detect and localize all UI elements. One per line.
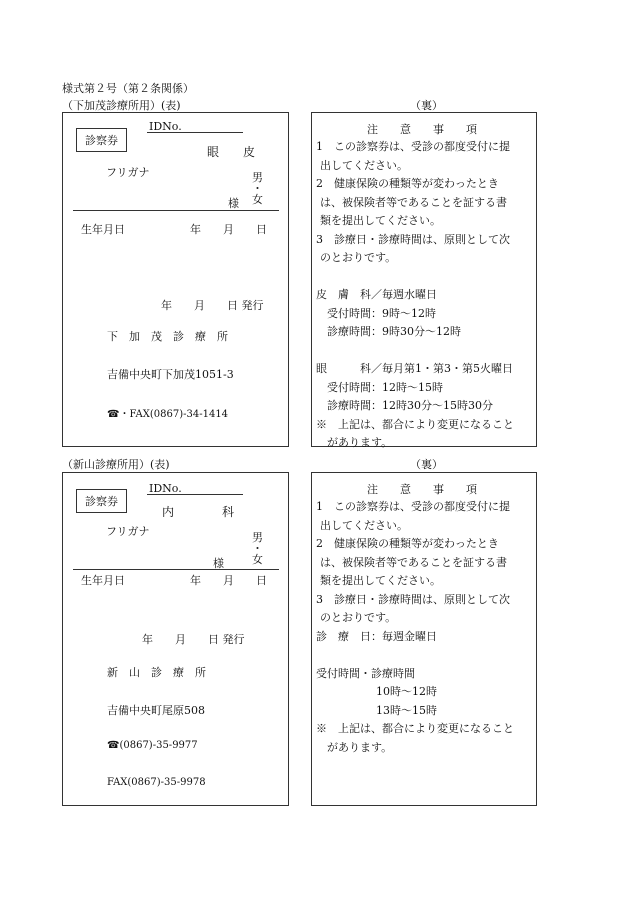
schedule-day: 診 療 日：毎週金曜日 xyxy=(316,629,437,643)
schedule-line: 13時～15時 xyxy=(376,703,437,717)
clinic-phone-fax: ☎・FAX(0867)-34-1414 xyxy=(107,409,229,420)
department: 内 科 xyxy=(162,505,235,519)
notice-line: は、被保険者等であることを証する書 xyxy=(320,555,507,569)
card1-front-caption: （下加茂診療所用）(表) xyxy=(62,99,181,112)
gender-female: 女 xyxy=(252,553,263,566)
schedule-line: 受付時間：9時～12時 xyxy=(327,306,436,320)
gender-separator: ・ xyxy=(252,542,263,555)
notice-title: 注 意 事 項 xyxy=(367,123,477,136)
clinic-name: 新 山 診 療 所 xyxy=(107,666,206,679)
gender-male: 男 xyxy=(252,171,263,184)
notice-line: ※ 上記は、都合により変更になること xyxy=(316,417,514,431)
clinic-phone: ☎(0867)-35-9977 xyxy=(107,740,198,751)
notice-line: 類を提出してください。 xyxy=(320,574,441,587)
notice-line: 2 健康保険の種類等が変わったとき xyxy=(316,177,499,190)
notice-line: があります。 xyxy=(327,436,393,449)
card2-front-caption: （新山診療所用）(表) xyxy=(62,458,170,471)
notice-line: のとおりです。 xyxy=(320,611,397,624)
card2-back xyxy=(311,472,537,806)
notice-line: のとおりです。 xyxy=(320,251,397,264)
schedule-label: 受付時間・診療時間 xyxy=(316,666,415,680)
notice-line: 3 診療日・診療時間は、原則として次 xyxy=(316,232,510,246)
clinic-address: 吉備中央町下加茂1051-3 xyxy=(107,368,234,381)
id-underline xyxy=(147,494,243,495)
name-underline xyxy=(73,569,279,570)
gender-female: 女 xyxy=(252,193,263,206)
clinic-address: 吉備中央町尾原508 xyxy=(107,704,205,717)
schedule-line: 診療時間：9時30分～12時 xyxy=(327,325,461,338)
form-title: 様式第２号（第２条関係） xyxy=(62,82,194,95)
furigana-label: フリガナ xyxy=(106,525,150,538)
clinic-name: 下 加 茂 診 療 所 xyxy=(107,330,228,343)
card2-back-caption: （裏） xyxy=(410,458,443,471)
notice-line: 3 診療日・診療時間は、原則として次 xyxy=(316,592,510,606)
schedule-line: 10時～12時 xyxy=(376,685,437,698)
card1-back xyxy=(311,112,537,447)
schedule-line: 診療時間：12時30分～15時30分 xyxy=(327,399,493,412)
furigana-label: フリガナ xyxy=(106,166,150,179)
sama-suffix: 様 xyxy=(213,557,224,570)
card-label: 診察券 xyxy=(76,489,127,513)
schedule-line: 受付時間：12時～15時 xyxy=(327,380,443,394)
notice-line: ※ 上記は、都合により変更になること xyxy=(316,722,514,735)
notice-line: 1 この診察券は、受診の都度受付に提 xyxy=(316,500,510,513)
notice-line: 2 健康保険の種類等が変わったとき xyxy=(316,537,499,550)
clinic-fax: FAX(0867)-35-9978 xyxy=(107,777,206,788)
gender-male: 男 xyxy=(252,531,263,544)
name-underline xyxy=(73,210,279,211)
notice-line: は、被保険者等であることを証する書 xyxy=(320,195,507,209)
notice-line: があります。 xyxy=(327,740,393,754)
birth-label: 生年月日 xyxy=(81,223,125,236)
birth-date: 年 月 日 xyxy=(190,574,267,587)
card1-front xyxy=(62,112,289,447)
card-label: 診察券 xyxy=(76,128,127,152)
issue-date: 年 月 日 発行 xyxy=(161,299,264,312)
schedule-derm: 皮 膚 科／毎週水曜日 xyxy=(316,288,437,301)
id-label: IDNo. xyxy=(149,482,182,495)
notice-line: 類を提出してください。 xyxy=(320,214,441,227)
id-underline xyxy=(147,132,243,133)
notice-line: 1 この診察券は、受診の都度受付に提 xyxy=(316,140,510,153)
card2-front xyxy=(62,472,289,806)
card1-back-caption: （裏） xyxy=(410,99,443,112)
department: 眼 皮 xyxy=(207,145,256,159)
schedule-eye: 眼 科／毎月第1・第3・第5火曜日 xyxy=(316,362,513,375)
birth-label: 生年月日 xyxy=(81,574,125,587)
id-label: IDNo. xyxy=(149,120,182,133)
gender-separator: ・ xyxy=(252,182,263,195)
notice-body xyxy=(316,498,514,757)
sama-suffix: 様 xyxy=(228,197,239,210)
notice-line: 出してください。 xyxy=(320,518,408,532)
issue-date: 年 月 日 発行 xyxy=(142,633,245,646)
birth-date: 年 月 日 xyxy=(190,223,267,236)
notice-line: 出してください。 xyxy=(320,158,408,172)
notice-body xyxy=(316,138,514,453)
notice-title: 注 意 事 項 xyxy=(367,483,477,496)
